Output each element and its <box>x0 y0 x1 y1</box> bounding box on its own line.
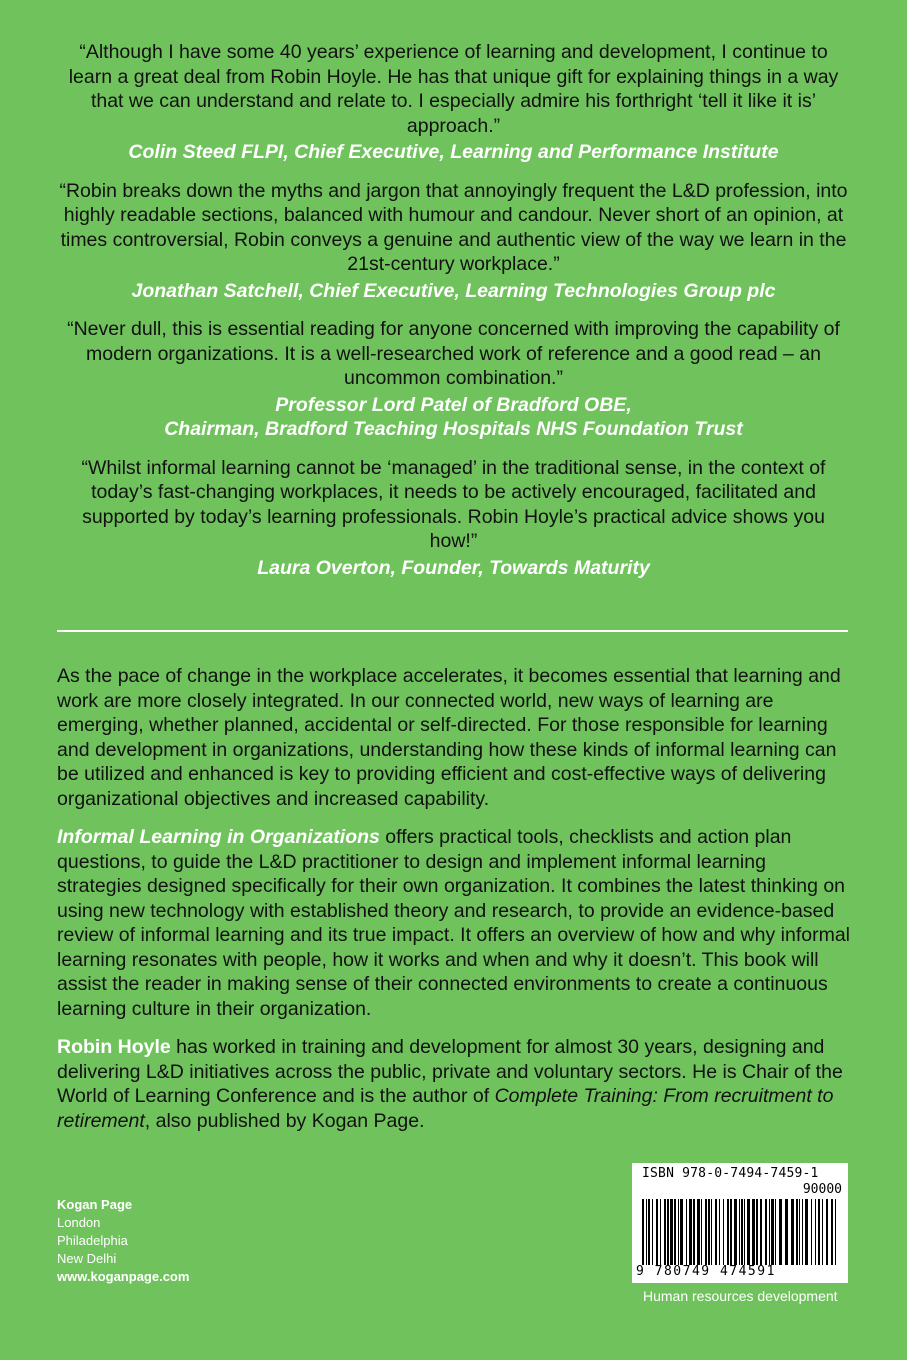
barcode-bar <box>760 1199 762 1265</box>
barcode-bar <box>652 1199 653 1265</box>
barcode-bar <box>656 1199 658 1265</box>
publisher-city-3: New Delhi <box>57 1251 117 1266</box>
barcode-bar <box>660 1199 661 1265</box>
publisher-name: Kogan Page <box>57 1197 133 1212</box>
barcode-bar <box>670 1199 673 1265</box>
barcode-digits: 9 780749 474591 <box>636 1264 776 1279</box>
barcode-bar <box>769 1199 770 1265</box>
barcode-bar <box>796 1199 798 1265</box>
publisher-block <box>57 1196 189 1286</box>
barcode-bar <box>646 1199 647 1265</box>
barcode-bar <box>771 1199 774 1265</box>
barcode-bar <box>730 1199 732 1265</box>
barcode-bar <box>664 1199 666 1265</box>
barcode-bar <box>805 1199 808 1265</box>
barcode-bar <box>689 1199 692 1265</box>
description-paragraph-2 <box>57 825 852 1021</box>
barcode-bar <box>815 1199 816 1265</box>
isbn-label: ISBN 978-0-7494-7459-1 <box>642 1166 819 1181</box>
author-bio-text-b: , also published by Kogan Page. <box>144 1109 425 1132</box>
barcode-bar <box>779 1199 782 1265</box>
barcode-bar <box>734 1199 737 1265</box>
price-code: 90000 <box>802 1182 842 1197</box>
testimonial-attribution-3 <box>56 393 851 442</box>
description-paragraph-1: As the pace of change in the workplace accelerates, it becomes essential that learning and work are more closely integrated. In our connected world, new ways of learning are emerging, whether planned, accidental or self-directed. For those responsible for learning and development in organizations, understanding how these kinds of informal learning can be utilized and enhanced is key to providing efficient and cost-effective ways of delivering organizational objectives and increased capability. <box>57 665 841 810</box>
barcode-bar <box>642 1199 644 1265</box>
barcode-bar <box>791 1199 794 1265</box>
barcode-bar <box>686 1199 687 1265</box>
barcode-bar <box>739 1199 740 1265</box>
barcode <box>632 1163 848 1283</box>
publisher-website[interactable]: www.koganpage.com <box>57 1269 190 1284</box>
barcode-bar <box>648 1199 650 1265</box>
testimonial-attribution-3-line1: Professor Lord Patel of Bradford OBE, <box>275 393 632 416</box>
testimonial-attribution-3-line2: Chairman, Bradford Teaching Hospitals NHS Foundation Trust <box>164 418 743 440</box>
book-description <box>57 664 852 1147</box>
barcode-bar <box>715 1199 717 1265</box>
barcode-bar <box>799 1199 800 1265</box>
barcode-bar <box>723 1199 724 1265</box>
barcode-bar <box>747 1199 750 1265</box>
barcode-bar <box>802 1199 803 1265</box>
barcode-bar <box>693 1199 695 1265</box>
testimonial-quote-2: “Robin breaks down the myths and jargon that annoyingly frequent the L&D profession, into highly readable sections, balanced with humour and candour. Never short of an opinion, at times controversial, Robin conveys a genuine and authentic view of the way we learn in the 21st-century workplace.” <box>59 179 848 275</box>
author-bio <box>57 1035 852 1133</box>
barcode-bar <box>756 1199 758 1265</box>
description-paragraph-2-text: offers practical tools, checklists and action plan questions, to guide the L&D practitioner to design and implement informal learning strategies designed specifically for their own organization. It combines the latest thinking on using new technology with established theory and research, to provide an evidence-based review of informal learning and its true impact. It offers an overview of how and why informal learning resonates with people, how it works and when and why it doesn’t. This book will assist the reader in making sense of their connected environments to create a continuous learning culture in their organization. <box>57 826 851 1020</box>
book-title: Informal Learning in Organizations <box>57 826 380 848</box>
barcode-bar <box>711 1199 712 1265</box>
barcode-bar <box>674 1199 676 1265</box>
barcode-bar <box>705 1199 707 1265</box>
testimonial-attribution-4: Laura Overton, Founder, Towards Maturity <box>257 556 650 579</box>
barcode-bar <box>822 1199 823 1265</box>
barcode-bar <box>697 1199 700 1265</box>
section-divider <box>57 630 848 632</box>
testimonials <box>56 40 851 594</box>
author-other-book: Complete Training: From recruitment to retirement <box>57 1085 834 1132</box>
barcode-bar <box>831 1199 833 1265</box>
author-bio-text-a: has worked in training and development for almost 30 years, designing and delivering L&D initiatives across the public, private and voluntary sectors. He is Chair of the World of Learning Conference and is the author of <box>57 1036 843 1107</box>
barcode-bar <box>785 1199 788 1265</box>
barcode-bar <box>818 1199 820 1265</box>
barcode-bar <box>835 1199 836 1265</box>
barcode-bar <box>667 1199 669 1265</box>
publisher-city-2: Philadelphia <box>57 1233 128 1248</box>
testimonial-quote-4: “Whilst informal learning cannot be ‘managed’ in the traditional sense, in the context of today’s fast-changing workplaces, it needs to be actively encouraged, facilitated and supported by today’s learning professionals. Robin Hoyle’s practical advice shows you how!” <box>81 456 826 552</box>
barcode-bar <box>678 1199 679 1265</box>
author-name: Robin Hoyle <box>57 1036 171 1058</box>
barcode-bar <box>727 1199 729 1265</box>
testimonial-attribution-1: Colin Steed FLPI, Chief Executive, Learning and Performance Institute <box>128 141 779 163</box>
publisher-city-1: London <box>57 1215 101 1230</box>
barcode-bar <box>752 1199 755 1265</box>
barcode-bars <box>640 1199 840 1265</box>
barcode-bar <box>701 1199 702 1265</box>
barcode-bar <box>765 1199 767 1265</box>
barcode-bar <box>775 1199 776 1265</box>
barcode-bar <box>811 1199 812 1265</box>
barcode-bar <box>708 1199 710 1265</box>
testimonial-quote-1: “Although I have some 40 years’ experience of learning and development, I continue to learn a great deal from Robin Hoyle. He has that unique gift for explaining things in a way that we can understand and relate to. I especially admire his forthright ‘tell it like it is’ approach.” <box>68 41 839 137</box>
book-category: Human resources development <box>643 1288 838 1304</box>
testimonial-attribution-2: Jonathan Satchell, Chief Executive, Learning Technologies Group plc <box>131 279 776 302</box>
barcode-bar <box>719 1199 720 1265</box>
barcode-bar <box>826 1199 828 1265</box>
barcode-bar <box>741 1199 743 1265</box>
barcode-bar <box>680 1199 683 1265</box>
testimonial-quote-3: “Never dull, this is essential reading for anyone concerned with improving the capability of modern organizations. It is a well-researched work of reference and a good read – an uncommon combination.” <box>67 318 840 389</box>
barcode-bar <box>744 1199 745 1265</box>
